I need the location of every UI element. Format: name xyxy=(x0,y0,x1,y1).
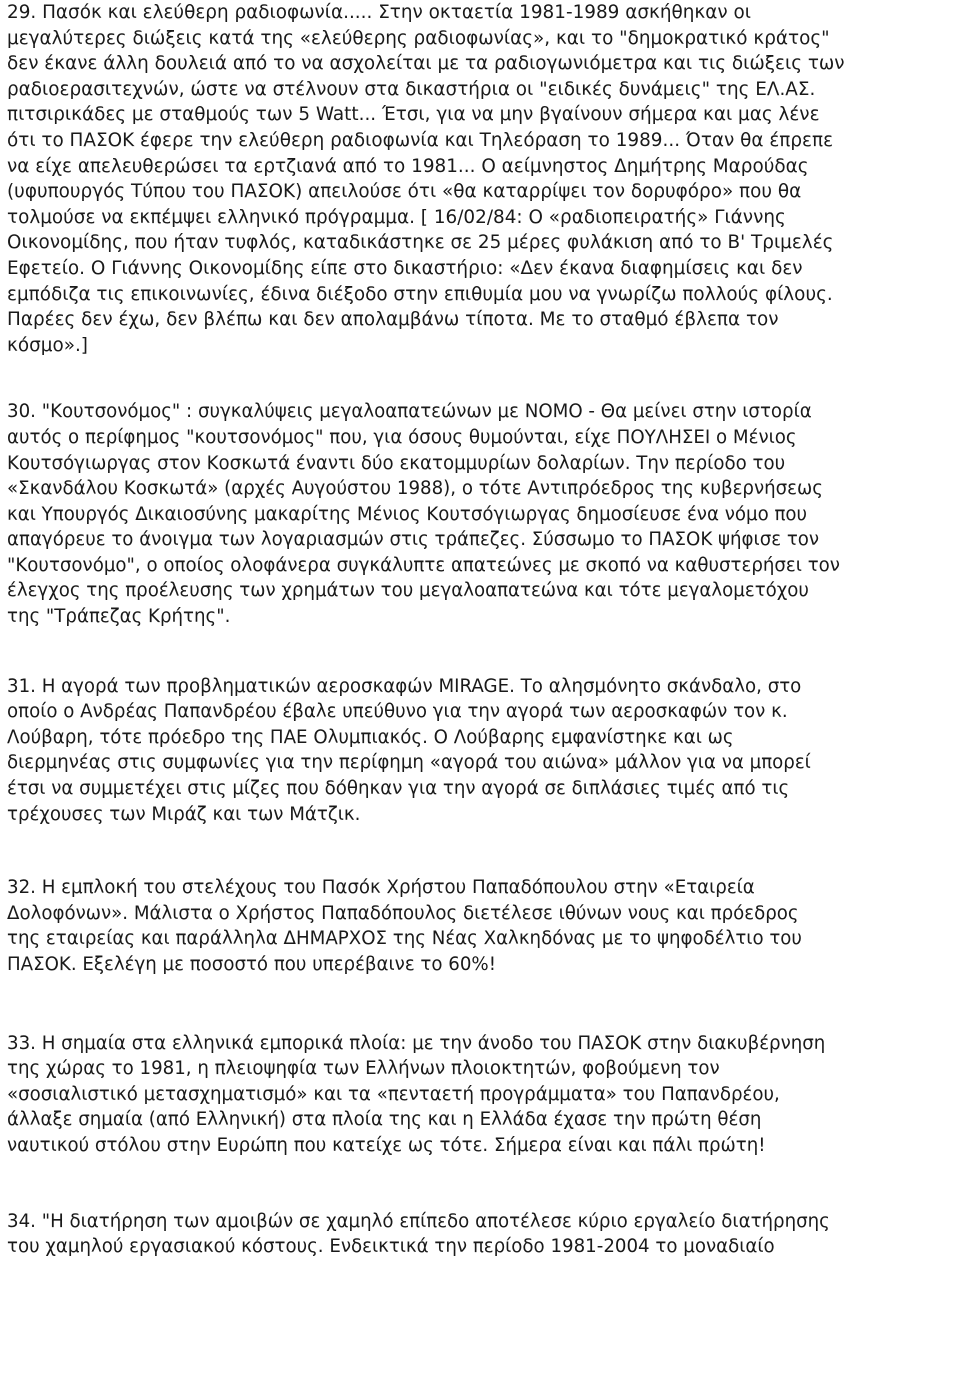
text-line: άλλαξε σημαία (από Ελληνική) στα πλοία της και η Ελλάδα έχασε την πρώτη θέση xyxy=(7,1109,762,1131)
text-line: 30. "Κουτσονόμος" : συγκαλύψεις μεγαλοαπατεώνων με ΝΟΜΟ - Θα μείνει στην ιστορία xyxy=(7,401,812,423)
text-line: ραδιοερασιτεχνών, ώστε να στέλνουν στα δικαστήρια οι "ειδικές δυνάμεις" της ΕΛ.ΑΣ. xyxy=(7,78,816,100)
text-line: να είχε απελευθερώσει τα ερτζιανά από το 1981... Ο αείμνηστος Δημήτρης Μαρούδας xyxy=(7,155,809,177)
text-line: ότι το ΠΑΣΟΚ έφερε την ελεύθερη ραδιοφωνία και Τηλεόραση το 1989... Όταν θα έπρεπε xyxy=(7,129,834,151)
text-line: και Υπουργός Δικαιοσύνης μακαρίτης Μένιος Κουτσόγιωργας δημοσίευσε ένα νόμο που xyxy=(7,503,808,525)
text-line: Κουτσόγιωργας στον Κοσκωτά έναντι δύο εκατομμυρίων δολαρίων. Την περίοδο του xyxy=(7,452,786,474)
text-line: διερμηνέας στις συμφωνίες για την περίφημη «αγορά του αιώνα» μάλλον για να μπορεί xyxy=(7,752,811,774)
text-line: του χαμηλού εργασιακού κόστους. Ενδεικτικά την περίοδο 1981-2004 το μοναδιαίο xyxy=(7,1236,775,1258)
text-line: τρέχουσες των Μιράζ και των Μάτζικ. xyxy=(7,803,361,825)
text-line: της χώρας το 1981, η πλειοψηφία των Ελλήνων πλοιοκτητών, φοβούμενη τον xyxy=(7,1058,720,1080)
text-line: τολμούσε να εκπέμψει ελληνικό πρόγραμμα. [ 16/02/84: Ο «ραδιοπειρατής» Γιάννης xyxy=(7,206,786,228)
section-30 xyxy=(7,399,953,629)
section-34 xyxy=(7,1209,953,1260)
section-31 xyxy=(7,674,953,828)
text-line: ναυτικού στόλου στην Ευρώπη που κατείχε ως τότε. Σήμερα είναι και πάλι πρώτη! xyxy=(7,1134,766,1156)
text-line: κόσμο».] xyxy=(7,334,88,356)
text-line: έτσι να συμμετέχει στις μίζες που δόθηκαν για την αγορά σε διπλάσιες τιμές από τις xyxy=(7,778,790,800)
text-line: αυτός ο περίφημος "κουτσονόμος" που, για όσους θυμούνται, είχε ΠΟΥΛΗΣΕΙ ο Μένιος xyxy=(7,426,797,448)
text-line: «σοσιαλιστικό μετασχηματισμό» και τα «πενταετή προγράμματα» του Παπανδρέου, xyxy=(7,1083,780,1105)
text-line: Οικονομίδης, που ήταν τυφλός, καταδικάστηκε σε 25 μέρες φυλάκιση από το Β' Τριμελές xyxy=(7,232,834,254)
text-line: δεν έκανε άλλη δουλειά από το να ασχολείται με τα ραδιογωνιόμετρα και τις διώξεις των xyxy=(7,53,845,75)
text-line: Παρέες δεν έχω, δεν βλέπω και δεν απολαμβάνω τίποτα. Με το σταθμό έβλεπα τον xyxy=(7,309,779,331)
text-line: μεγαλύτερες διώξεις κατά της «ελεύθερης ραδιοφωνίας», και το "δημοκρατικό κράτος" xyxy=(7,27,830,49)
text-line: πιτσιρικάδες με σταθμούς των 5 Watt... Έτσι, για να μην βγαίνουν σήμερα και μας λένε xyxy=(7,104,820,126)
text-line: 32. Η εμπλοκή του στελέχους του Πασόκ Χρήστου Παπαδόπουλου στην «Εταιρεία xyxy=(7,877,755,899)
text-line: "Κουτσονόμο", ο οποίος ολοφάνερα συγκάλυπτε απατεώνες με σκοπό να καθυστερήσει τον xyxy=(7,554,840,576)
text-line: Λούβαρη, τότε πρόεδρο της ΠΑΕ Ολυμπιακός. Ο Λούβαρης εμφανίστηκε και ως xyxy=(7,726,734,748)
text-line: της "Τράπεζας Κρήτης". xyxy=(7,606,231,628)
section-32 xyxy=(7,875,953,977)
text-line: ΠΑΣΟΚ. Εξελέγη με ποσοστό που υπερέβαινε το 60%! xyxy=(7,954,497,975)
text-line: «Σκανδάλου Κοσκωτά» (αρχές Αυγούστου 1988), ο τότε Αντιπρόεδρος της κυβερνήσεως xyxy=(7,478,823,500)
text-line: οποίο ο Ανδρέας Παπανδρέου έβαλε υπεύθυνο για την αγορά των αεροσκαφών τον κ. xyxy=(7,701,788,723)
text-line: 33. Η σημαία στα ελληνικά εμπορικά πλοία: με την άνοδο του ΠΑΣΟΚ στην διακυβέρνηση xyxy=(7,1032,826,1054)
text-line: (υφυπουργός Τύπου του ΠΑΣΟΚ) απειλούσε ότι «θα καταρρίψει τον δορυφόρο» που θα xyxy=(7,181,802,203)
section-33 xyxy=(7,1031,953,1159)
text-line: εμπόδιζα τις επικοινωνίες, έδινα διέξοδο στην επιθυμία μου να γνωρίζω πολλούς φίλους. xyxy=(7,283,833,305)
text-line: Δολοφόνων». Μάλιστα ο Χρήστος Παπαδόπουλος διετέλεσε ιθύνων νους και πρόεδρος xyxy=(7,902,799,924)
section-29 xyxy=(7,0,953,358)
text-line: 29. Πασόκ και ελεύθερη ραδιοφωνία..... Στην οκταετία 1981-1989 ασκήθηκαν οι xyxy=(7,2,751,23)
text-line: έλεγχος της προέλευσης των χρημάτων του μεγαλοαπατεώνα και τότε μεγαλομετόχου xyxy=(7,580,809,602)
text-line: 31. Η αγορά των προβληματικών αεροσκαφών MIRAGE. Το αλησμόνητο σκάνδαλο, στο xyxy=(7,675,802,697)
text-line: Εφετείο. Ο Γιάννης Οικονομίδης είπε στο δικαστήριο: «Δεν έκανα διαφημίσεις και δεν xyxy=(7,257,803,279)
text-line: της εταιρείας και παράλληλα ΔΗΜΑΡΧΟΣ της Νέας Χαλκηδόνας με το ψηφοδέλτιο του xyxy=(7,928,802,950)
text-line: απαγόρευε το άνοιγμα των λογαριασμών στις τράπεζες. Σύσσωμο το ΠΑΣΟΚ ψήφισε τον xyxy=(7,529,820,551)
text-line: 34. "Η διατήρηση των αμοιβών σε χαμηλό επίπεδο αποτέλεσε κύριο εργαλείο διατήρησης xyxy=(7,1210,830,1232)
